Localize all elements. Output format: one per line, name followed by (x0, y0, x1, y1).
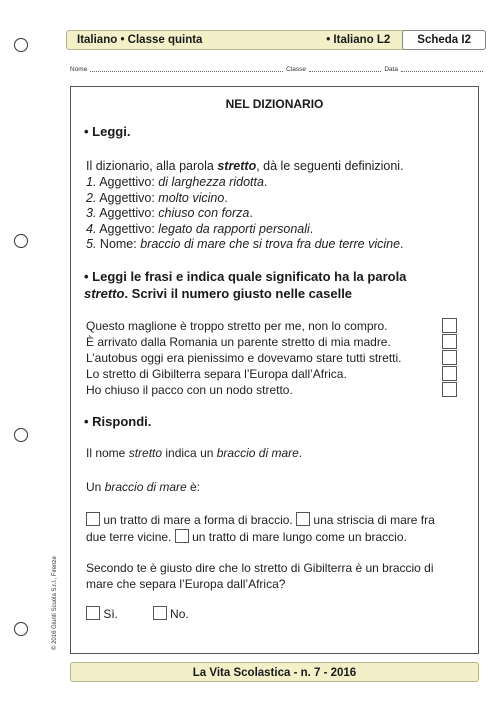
date-field[interactable] (401, 66, 483, 72)
binder-hole (14, 428, 28, 442)
section-meaning-heading (84, 268, 406, 302)
yes-no-row (86, 606, 189, 623)
gibilterra-question: Secondo te è giusto dire che lo stretto di Gibilterra è un braccio di mare che separa l’Europa dall’Africa? (86, 561, 434, 591)
section-answer-heading: • Rispondi. (84, 414, 152, 429)
definition-item: 2. Aggettivo: molto vicino. (86, 190, 228, 205)
answer-box[interactable] (442, 334, 457, 349)
section-read-heading: • Leggi. (84, 124, 131, 139)
option-label: un tratto di mare lungo come un braccio. (188, 530, 407, 544)
answer-box[interactable] (442, 350, 457, 365)
option-checkbox[interactable] (296, 512, 310, 526)
header-subject: Italiano • Classe quinta (77, 34, 203, 46)
class-field[interactable] (309, 66, 381, 72)
student-info-row (70, 66, 486, 73)
binder-hole (14, 622, 28, 636)
intro-keyword: stretto (217, 159, 257, 173)
answer-box[interactable] (442, 382, 457, 397)
meaning-heading-keyword: stretto (84, 286, 125, 301)
no-checkbox[interactable] (153, 606, 167, 620)
answer-box[interactable] (442, 366, 457, 381)
copyright-text: © 2016 Giunti Scuola S.r.l., Firenze (52, 556, 58, 650)
yes-label: Sì. (100, 607, 119, 621)
option-checkbox[interactable] (175, 529, 189, 543)
sentence-item: Lo stretto di Gibilterra separa l’Europa dall’Africa. (86, 367, 347, 381)
class-label: Classe (286, 66, 307, 73)
header-bar (66, 30, 486, 50)
header-sheet-tag: Scheda I2 (402, 30, 486, 50)
sentence-item: L’autobus oggi era pienissimo e dovevamo stare tutti stretti. (86, 351, 402, 365)
no-label: No. (166, 607, 189, 621)
braccio-question: Un braccio di mare è: (86, 480, 201, 494)
binder-hole (14, 234, 28, 248)
definition-item: 3. Aggettivo: chiuso con forza. (86, 206, 253, 220)
name-label: Nome (70, 66, 88, 73)
date-label: Data (384, 66, 399, 73)
header-course: • Italiano L2 (326, 34, 391, 46)
intro-text-end: , dà le seguenti definizioni. (256, 159, 404, 173)
name-field[interactable] (90, 66, 283, 72)
intro-text: Il dizionario, alla parola (86, 159, 218, 173)
worksheet-title: NEL DIZIONARIO (225, 97, 324, 111)
sentence-list (86, 318, 402, 398)
meaning-heading-text: • Leggi le frasi e indica quale significato ha la parola (84, 269, 407, 284)
sentence-item: Questo maglione è troppo stretto per me, non lo compro. (86, 319, 388, 333)
definition-item: 4. Aggettivo: legato da rapporti personali. (86, 221, 314, 236)
section-read-intro (86, 159, 404, 175)
stretto-statement: Il nome stretto indica un braccio di mare. (86, 446, 303, 460)
option-label: una striscia di mare fra (310, 513, 435, 527)
sentence-item: Ho chiuso il pacco con un nodo stretto. (86, 383, 293, 397)
definition-item: 5. Nome: braccio di mare che si trova fra due terre vicine. (86, 237, 404, 251)
meaning-heading-text-end: . Scrivi il numero giusto nelle caselle (124, 286, 353, 301)
binder-hole (14, 38, 28, 52)
yes-checkbox[interactable] (86, 606, 100, 620)
answer-box[interactable] (442, 318, 457, 333)
sentence-item: È arrivato dalla Romania un parente stretto di mia madre. (86, 335, 391, 349)
option-label-cont: due terre vicine. (86, 530, 172, 544)
definitions-list (86, 175, 404, 253)
definition-item: 1. Aggettivo: di larghezza ridotta. (86, 175, 268, 189)
footer-bar: La Vita Scolastica - n. 7 - 2016 (70, 662, 479, 682)
options-block (86, 512, 466, 546)
option-label: un tratto di mare a forma di braccio. (100, 513, 293, 527)
option-checkbox[interactable] (86, 512, 100, 526)
